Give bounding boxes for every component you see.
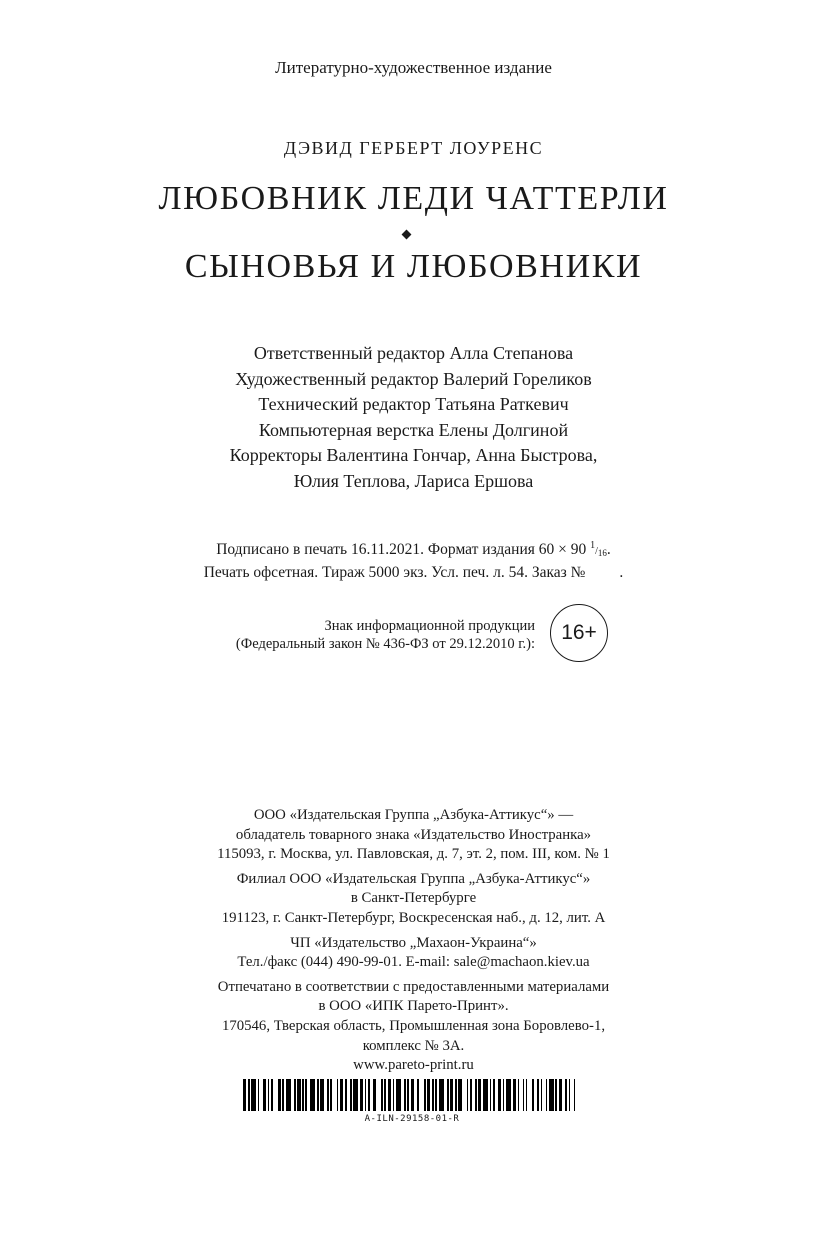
credit-line: Ответственный редактор Алла Степанова bbox=[253, 343, 574, 363]
print-info bbox=[0, 536, 827, 583]
credit-line: Юлия Теплова, Лариса Ершова bbox=[293, 470, 534, 491]
credit-line: Технический редактор Татьяна Раткевич bbox=[258, 394, 569, 414]
printer-website: www.pareto-print.ru bbox=[353, 1057, 474, 1074]
printer-block bbox=[0, 978, 827, 1076]
info-sign-line-1: Знак информационной продукции bbox=[324, 618, 535, 634]
publisher-line: 115093, г. Москва, ул. Павловская, д. 7, эт. 2, пом. III, ком. № 1 bbox=[217, 846, 610, 863]
publisher-line: Филиал ООО «Издательская Группа „Азбука-Аттикус“» bbox=[236, 870, 591, 887]
publisher-block bbox=[0, 934, 827, 973]
print-info-text: . bbox=[606, 541, 611, 558]
printer-line: в ООО «ИПК Парето-Принт». bbox=[318, 998, 509, 1015]
print-info-line-2 bbox=[0, 563, 827, 583]
author-name: ДЭВИД ГЕРБЕРТ ЛОУРЕНС bbox=[283, 138, 544, 158]
publisher-line: обладатель товарного знака «Издательство Иностранка» bbox=[235, 826, 592, 843]
publisher-line: ЧП «Издательство „Махаон-Украина“» bbox=[290, 934, 537, 951]
publisher-block bbox=[0, 870, 827, 929]
barcode bbox=[243, 1079, 581, 1129]
print-info-line-1 bbox=[0, 536, 827, 563]
credit-line: Корректоры Валентина Гончар, Анна Быстрова, bbox=[229, 445, 598, 465]
printer-line: комплекс № 3А. bbox=[362, 1037, 465, 1054]
publisher-line: в Санкт-Петербурге bbox=[350, 890, 477, 907]
publisher-info bbox=[0, 806, 827, 1076]
printer-line: Отпечатано в соответствии с предоставленными материалами bbox=[217, 978, 610, 995]
print-info-text: Подписано в печать 16.11.2021. Формат издания 60 × 90 bbox=[216, 541, 591, 558]
book-title-2: СЫНОВЬЯ И ЛЮБОВНИКИ bbox=[184, 248, 643, 285]
info-sign-line-2: (Федеральный закон № 436-ФЗ от 29.12.2010 г.): bbox=[235, 636, 535, 652]
print-info-text: Печать офсетная. Тираж 5000 экз. Усл. печ. л. 54. Заказ № bbox=[203, 564, 586, 581]
barcode-bars-icon bbox=[243, 1079, 581, 1111]
print-info-text: . bbox=[619, 564, 624, 581]
format-fraction: $^1/_{16}$ bbox=[590, 540, 607, 558]
editorial-credits bbox=[0, 341, 827, 494]
book-title-1: ЛЮБОВНИК ЛЕДИ ЧАТТЕРЛИ bbox=[158, 180, 669, 217]
credit-line: Художественный редактор Валерий Гореликов bbox=[235, 368, 592, 389]
credit-line: Компьютерная верстка Елены Долгиной bbox=[258, 419, 569, 440]
printer-line: 170546, Тверская область, Промышленная зона Боровлево-1, bbox=[221, 1017, 606, 1034]
format-numerator: 1 bbox=[590, 540, 596, 551]
genre-label: Литературно-художественное издание bbox=[275, 58, 552, 77]
publisher-block bbox=[0, 806, 827, 865]
info-product-sign bbox=[205, 617, 535, 653]
barcode-number: A-ILN-29158-01-R bbox=[364, 1114, 460, 1124]
age-rating-badge: 16+ bbox=[550, 604, 608, 662]
diamond-separator-icon bbox=[402, 230, 412, 240]
publisher-line: ООО «Издательская Группа „Азбука-Аттикус“» — bbox=[253, 807, 574, 823]
format-denominator: 16 bbox=[597, 548, 607, 558]
publisher-line: 191123, г. Санкт-Петербург, Воскресенская наб., д. 12, лит. А bbox=[221, 909, 606, 926]
publisher-line: Тел./факс (044) 490-99-01. E-mail: sale@machaon.kiev.ua bbox=[237, 954, 590, 971]
